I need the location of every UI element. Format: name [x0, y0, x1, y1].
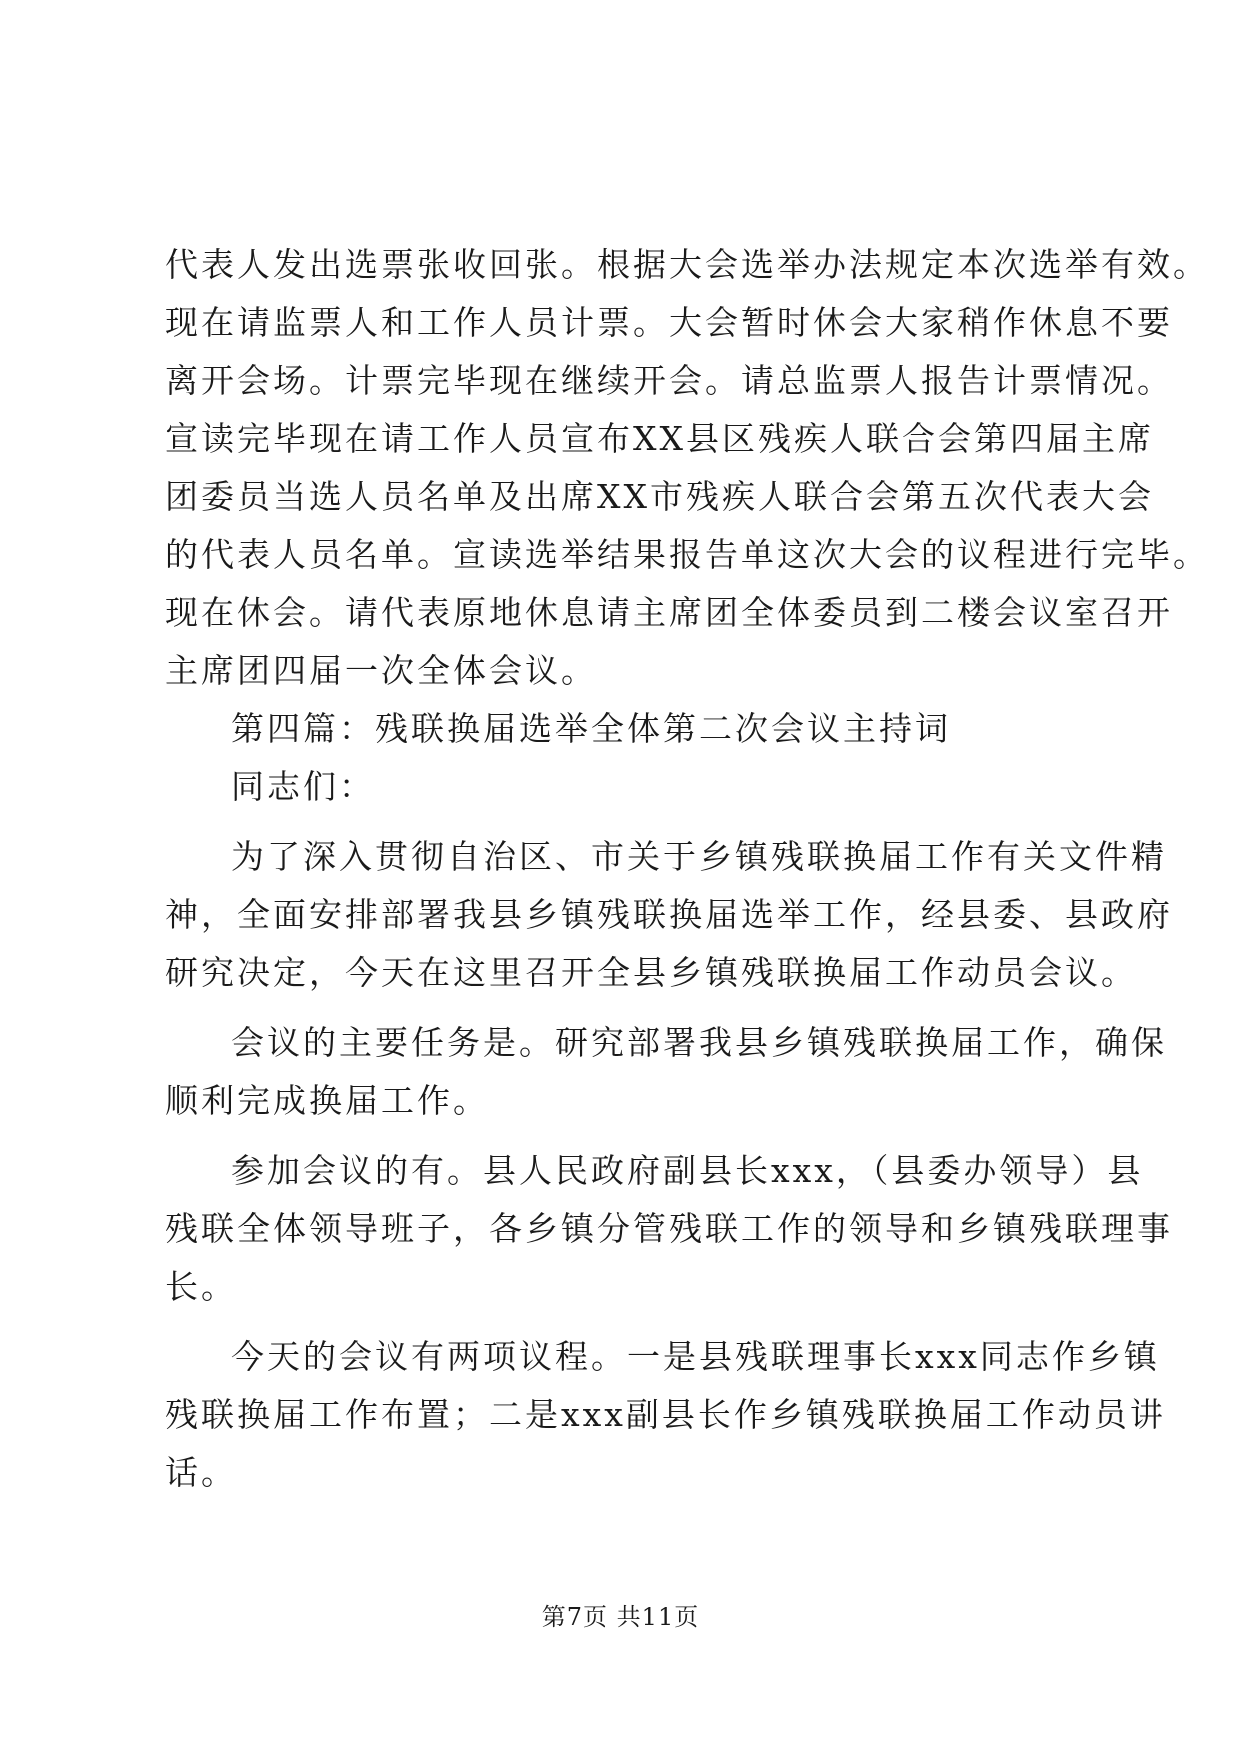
page-number-footer: 第7页 共11页: [541, 1603, 700, 1631]
text-line: 主席团四届一次全体会议。: [165, 651, 597, 690]
text-line: 长。: [165, 1267, 237, 1306]
text-line: 残联换届工作布置；二是xxx副县长作乡镇残联换届工作动员讲: [165, 1395, 1166, 1434]
text-line: 话。: [165, 1453, 237, 1492]
text-line: 团委员当选人员名单及出席XX市残疾人联合会第五次代表大会: [165, 477, 1154, 516]
section-heading: 第四篇：残联换届选举全体第二次会议主持词: [231, 709, 951, 748]
text-line: 离开会场。计票完毕现在继续开会。请总监票人报告计票情况。: [165, 361, 1173, 400]
text-line: 的代表人员名单。宣读选举结果报告单这次大会的议程进行完毕。: [165, 535, 1209, 574]
text-line: 参加会议的有。县人民政府副县长xxx，（县委办领导）县: [231, 1151, 1144, 1190]
text-line: 宣读完毕现在请工作人员宣布XX县区残疾人联合会第四届主席: [165, 419, 1154, 458]
text-line: 现在休会。请代表原地休息请主席团全体委员到二楼会议室召开: [165, 593, 1173, 632]
document-body: [165, 236, 1209, 1502]
text-line: 研究决定，今天在这里召开全县乡镇残联换届工作动员会议。: [165, 953, 1137, 992]
text-line: 会议的主要任务是。研究部署我县乡镇残联换届工作，确保: [231, 1023, 1167, 1062]
text-line: 残联全体领导班子，各乡镇分管残联工作的领导和乡镇残联理事: [165, 1209, 1173, 1248]
text-line: 今天的会议有两项议程。一是县残联理事长xxx同志作乡镇: [231, 1337, 1160, 1376]
text-line: 顺利完成换届工作。: [165, 1081, 489, 1120]
text-line: 代表人发出选票张收回张。根据大会选举办法规定本次选举有效。: [165, 245, 1209, 284]
text-line: 现在请监票人和工作人员计票。大会暂时休会大家稍作休息不要: [165, 303, 1173, 342]
text-line: 为了深入贯彻自治区、市关于乡镇残联换届工作有关文件精: [231, 837, 1167, 876]
text-line: 神，全面安排部署我县乡镇残联换届选举工作，经县委、县政府: [165, 895, 1173, 934]
salutation: 同志们：: [231, 767, 375, 806]
